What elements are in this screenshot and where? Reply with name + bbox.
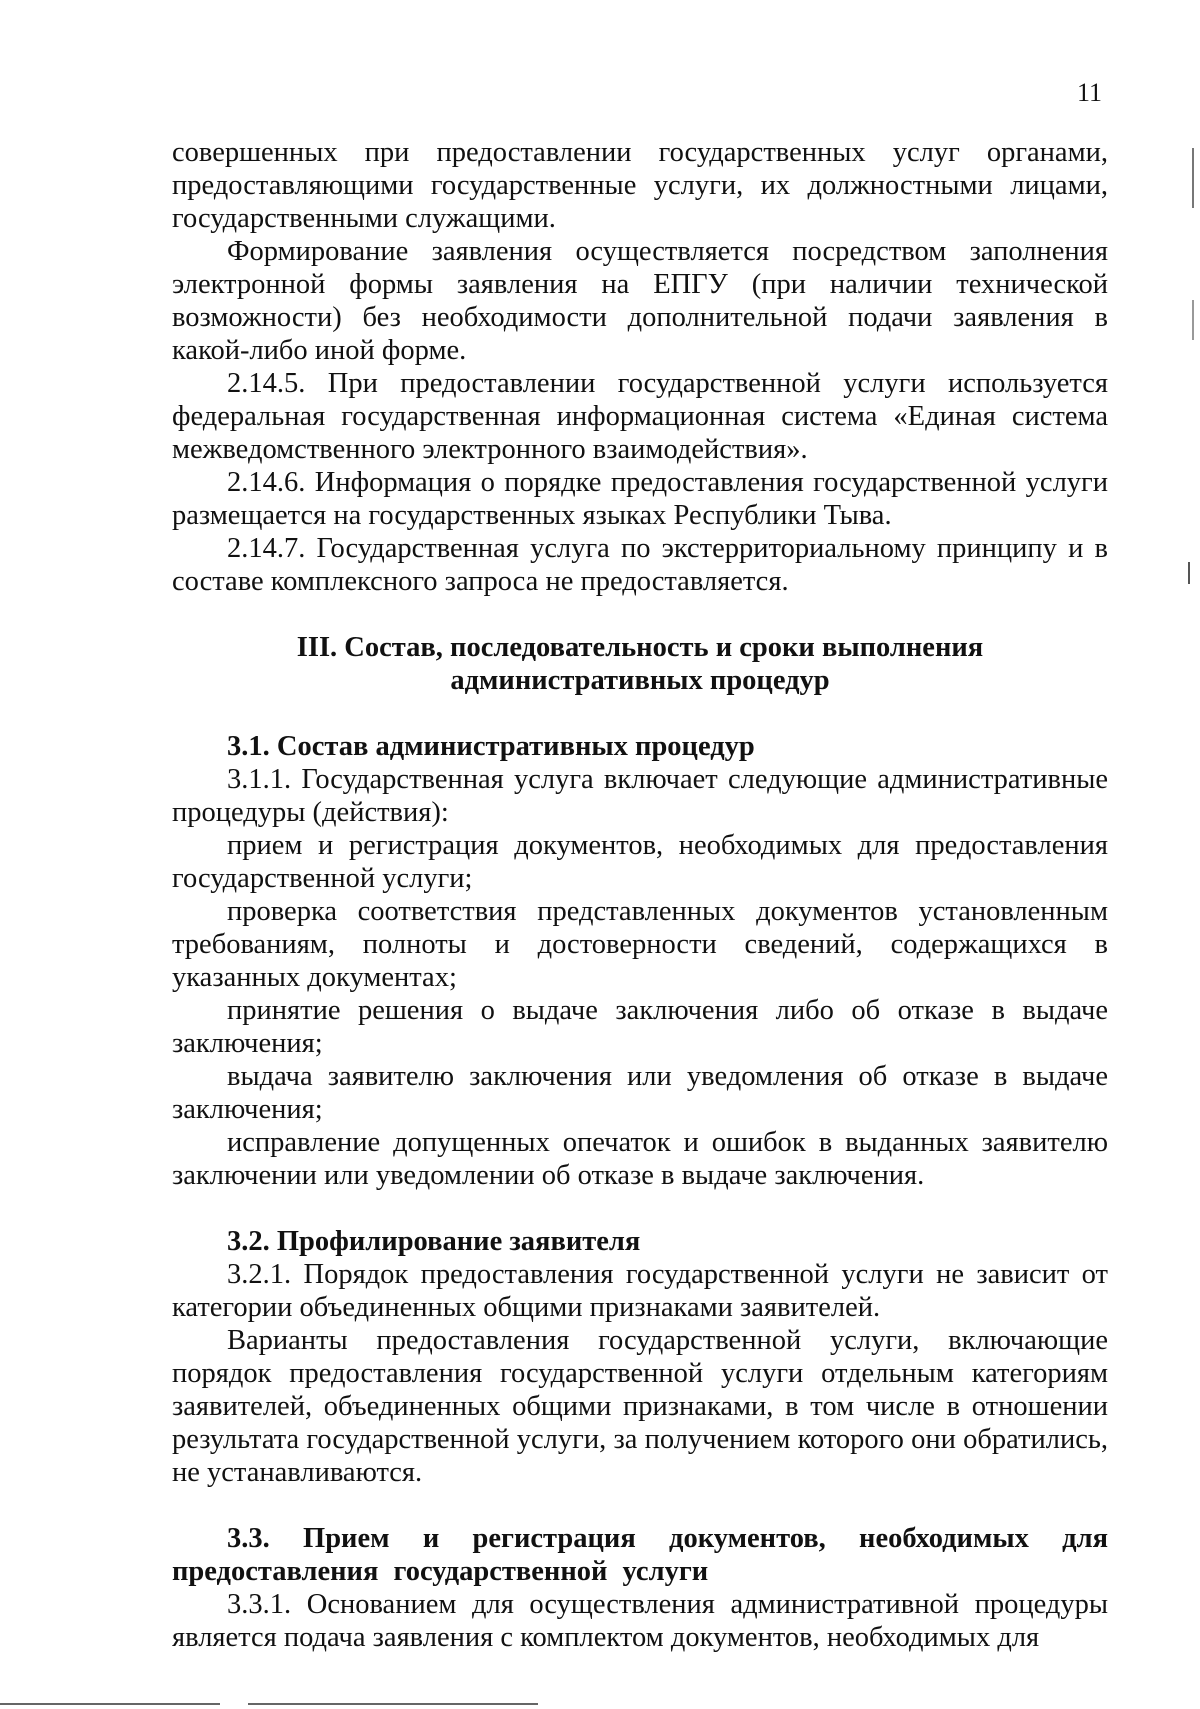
list-item: прием и регистрация документов, необходимых для предоставления государственной услуги; bbox=[172, 830, 1108, 894]
list-item: выдача заявителю заключения или уведомления об отказе в выдаче заключения; bbox=[172, 1061, 1108, 1125]
list-item: проверка соответствия представленных документов установленным требованиям, полноты и достоверности сведений, содержащихся в указанных документах; bbox=[172, 896, 1108, 993]
heading-3-2: 3.2. Профилирование заявителя bbox=[227, 1226, 641, 1257]
paragraph-3-2-1: 3.2.1. Порядок предоставления государственной услуги не зависит от категории объединенных общими признаками заявителей. bbox=[172, 1259, 1108, 1323]
paragraph-3-1-1: 3.1.1. Государственная услуга включает следующие административные процедуры (действия): bbox=[172, 764, 1108, 828]
heading-3-3: 3.3. Прием и регистрация документов, необходимых для предоставления государственной услуги bbox=[172, 1523, 1108, 1587]
spacer bbox=[172, 697, 1108, 730]
paragraph-2-14-5: 2.14.5. При предоставлении государственной услуги используется федеральная государственная информационная система «Единая система межведомственного электронного взаимодействия». bbox=[172, 368, 1108, 465]
section-3-title-line1: III. Состав, последовательность и сроки выполнения bbox=[296, 632, 984, 663]
spacer bbox=[172, 1192, 1108, 1225]
paragraph-3-3-1: 3.3.1. Основанием для осуществления административной процедуры является подача заявления с комплектом документов, необходимых для bbox=[172, 1589, 1108, 1653]
spacer bbox=[172, 1489, 1108, 1522]
scan-bottom-line bbox=[248, 1703, 538, 1705]
document-body bbox=[172, 136, 1108, 1654]
spacer bbox=[172, 598, 1108, 631]
section-3-title-line2: административных процедур bbox=[450, 665, 830, 696]
page-number: 11 bbox=[1076, 78, 1102, 107]
scan-edge-mark bbox=[1192, 300, 1194, 340]
list-item: принятие решения о выдаче заключения либо об отказе в выдаче заключения; bbox=[172, 995, 1108, 1059]
scan-edge-mark bbox=[1192, 148, 1194, 208]
list-item: исправление допущенных опечаток и ошибок в выданных заявителю заключении или уведомлении об отказе в выдаче заключения. bbox=[172, 1127, 1108, 1191]
paragraph: Формирование заявления осуществляется посредством заполнения электронной формы заявления на ЕПГУ (при наличии технической возможности) без необходимости дополнительной подачи заявления в какой-либо иной форме. bbox=[172, 236, 1108, 366]
scan-edge-mark bbox=[1188, 562, 1190, 584]
paragraph: совершенных при предоставлении государственных услуг органами, предоставляющими государственные услуги, их должностными лицами, государственными служащими. bbox=[172, 137, 1108, 234]
paragraph-2-14-7: 2.14.7. Государственная услуга по экстерриториальному принципу и в составе комплексного запроса не предоставляется. bbox=[172, 533, 1108, 597]
paragraph: Варианты предоставления государственной услуги, включающие порядок предоставления государственной услуги отдельным категориям заявителей, объединенных общими признаками, в том числе в отношении результата государственной услуги, за получением которого они обратились, не устанавливаются. bbox=[172, 1325, 1108, 1488]
paragraph-2-14-6: 2.14.6. Информация о порядке предоставления государственной услуги размещается на государственных языках Республики Тыва. bbox=[172, 467, 1108, 531]
scan-bottom-line bbox=[0, 1703, 220, 1705]
heading-3-1: 3.1. Состав административных процедур bbox=[227, 731, 755, 762]
